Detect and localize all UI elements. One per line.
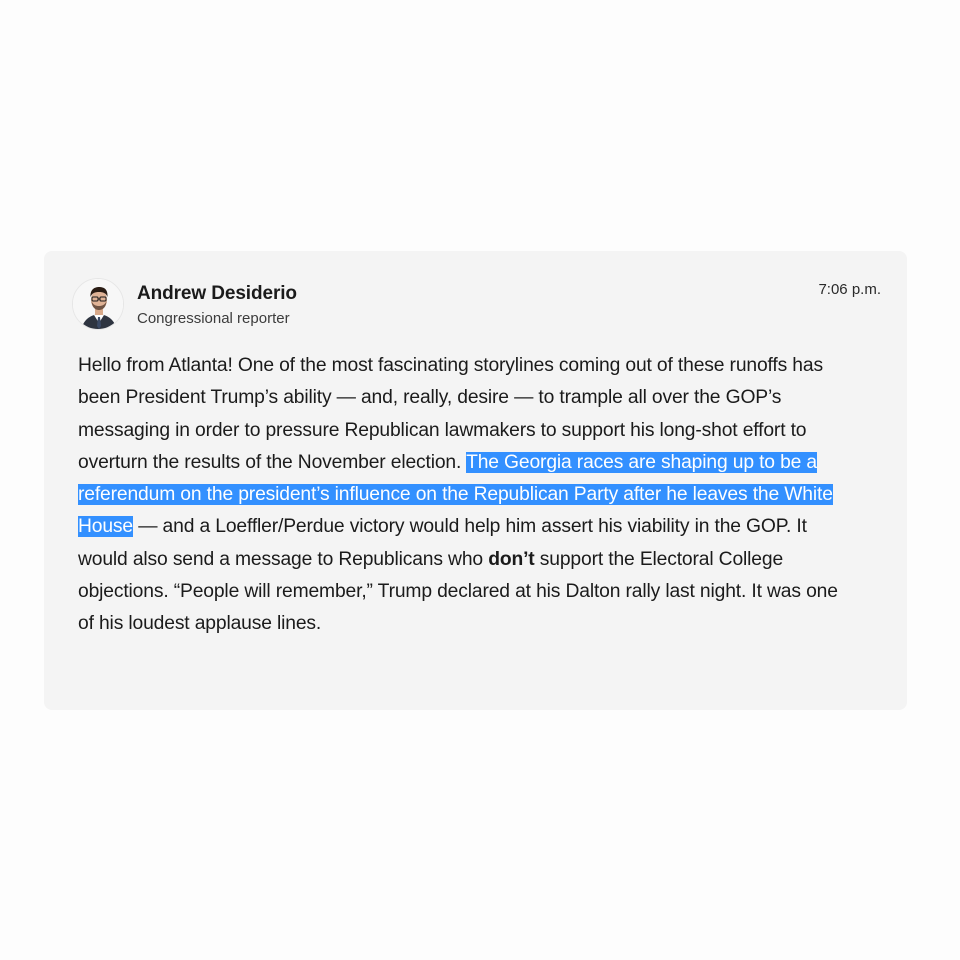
author-role: Congressional reporter (137, 310, 290, 327)
author-name[interactable]: Andrew Desiderio (137, 283, 297, 304)
post-body (78, 350, 858, 641)
post-timestamp: 7:06 p.m. (818, 281, 881, 298)
body-text-segment: — and a Loeffler/Perdue victory would help him assert his viability in the GOP. It would also send a message to Republicans who (78, 516, 807, 570)
selected-text[interactable]: The Georgia races are shaping up to be a referendum on the president’s influence on the Republican Party after he leaves the White House (78, 451, 833, 538)
emphasis-text: don’t (488, 548, 535, 570)
author-avatar[interactable] (72, 278, 124, 330)
live-update-card (44, 251, 907, 710)
author-photo-icon (73, 279, 124, 330)
body-text-segment: support the Electoral College objections. “People will remember,” Trump declared at his Dalton rally last night. It was one of his loudest applause lines. (78, 548, 838, 635)
body-text-segment: Hello from Atlanta! One of the most fascinating storylines coming out of these runoffs has been President Trump’s ability — and, really, desire — to trample all over the GOP’s messaging in order to pressure Republican lawmakers to support his long-shot effort to overturn the results of the November election. (78, 355, 823, 473)
